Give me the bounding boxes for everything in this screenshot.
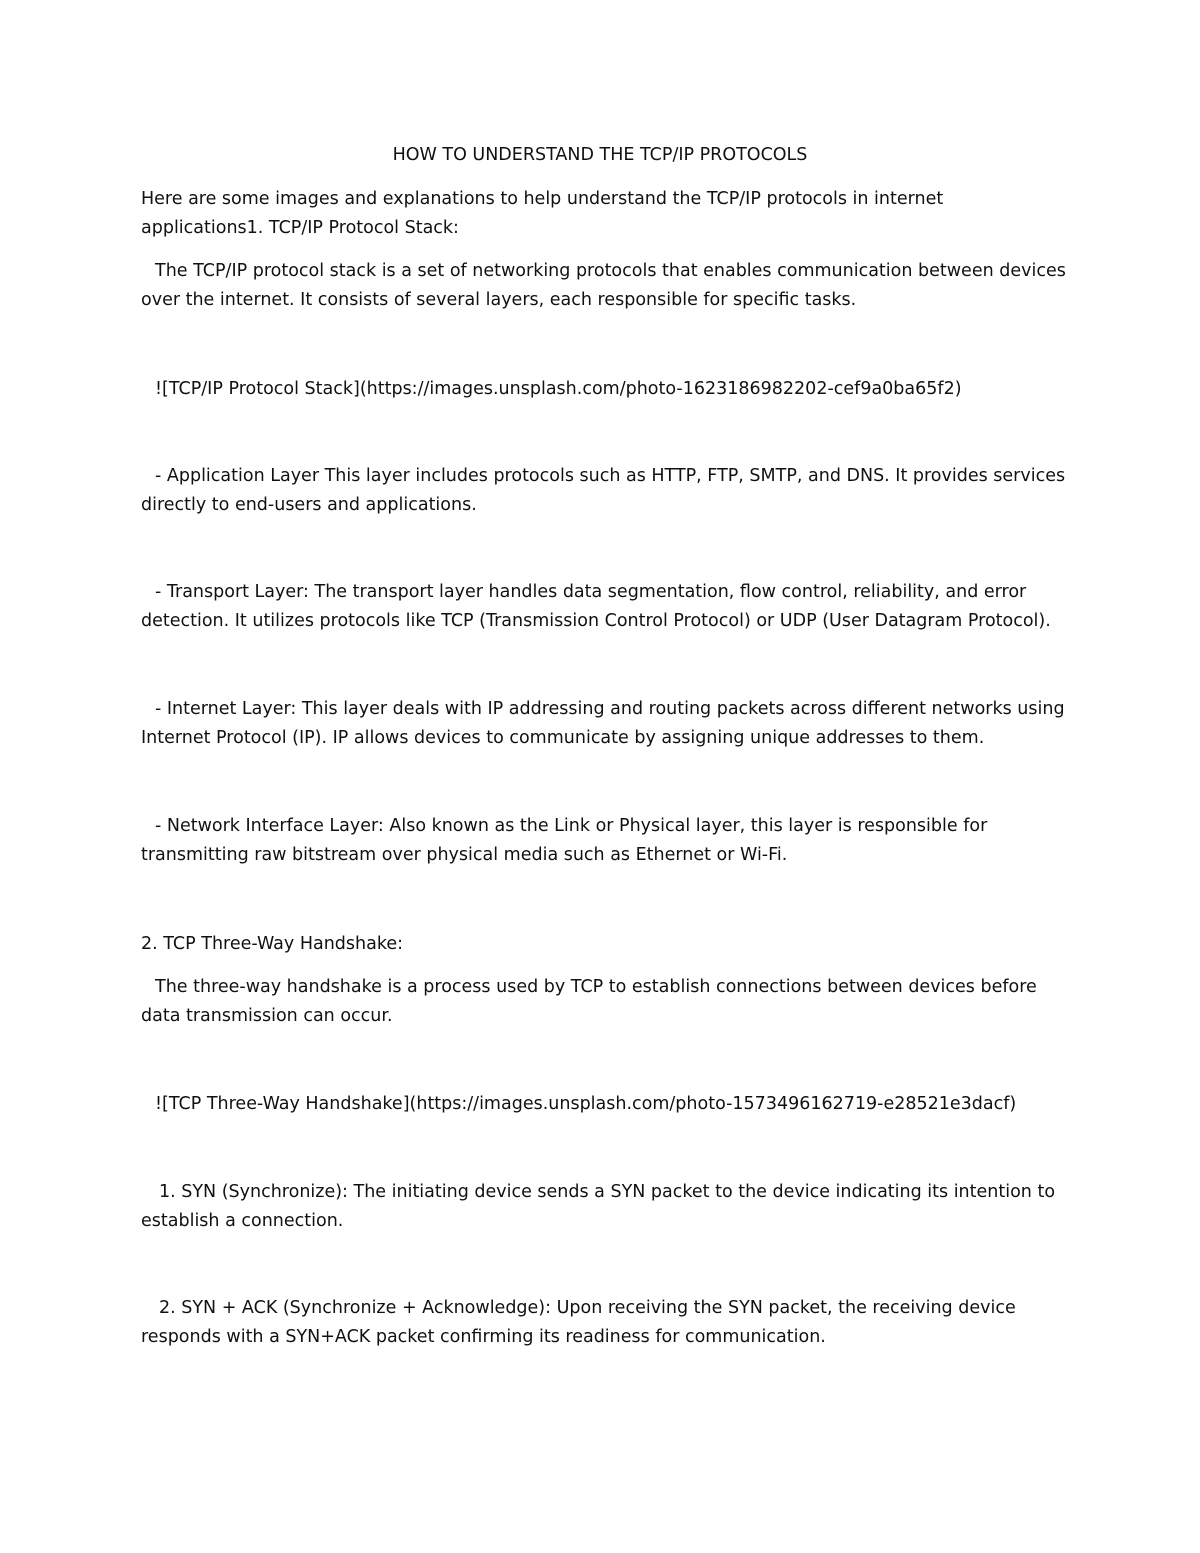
intro-paragraph: Here are some images and explanations to help understand the TCP/IP protocols in internet applications1. TCP/IP Protocol Stack: [141, 189, 944, 238]
network-interface-layer-paragraph: - Network Interface Layer: Also known as the Link or Physical layer, this layer is responsible for transmitting raw bitstream over physical media such as Ethernet or Wi-Fi. [141, 816, 988, 865]
application-layer-paragraph: - Application Layer This layer includes protocols such as HTTP, FTP, SMTP, and DNS. It provides services directly to end-users and applications. [141, 466, 1066, 515]
handshake-description-paragraph: The three-way handshake is a process used by TCP to establish connections between devices before data transmission can occur. [141, 977, 1037, 1026]
internet-layer-paragraph: - Internet Layer: This layer deals with IP addressing and routing packets across different networks using Internet Protocol (IP). IP allows devices to communicate by assigning unique addresses to them. [141, 699, 1065, 748]
stack-description-paragraph: The TCP/IP protocol stack is a set of networking protocols that enables communication between devices over the internet. It consists of several layers, each responsible for specific tasks. [141, 261, 1066, 310]
transport-layer-paragraph: - Transport Layer: The transport layer handles data segmentation, flow control, reliability, and error detection. It utilizes protocols like TCP (Transmission Control Protocol) or UDP (User Datagram Protocol). [141, 582, 1051, 631]
stack-image-reference: ![TCP/IP Protocol Stack](https://images.unsplash.com/photo-1623186982202-cef9a0ba65f2) [155, 379, 962, 399]
document-title: HOW TO UNDERSTAND THE TCP/IP PROTOCOLS [392, 145, 808, 165]
handshake-image-reference: ![TCP Three-Way Handshake](https://images.unsplash.com/photo-1573496162719-e28521e3dacf) [155, 1094, 1017, 1114]
syn-ack-step-paragraph: 2. SYN + ACK (Synchronize + Acknowledge): Upon receiving the SYN packet, the receiving device responds with a SYN+ACK packet confirming its readiness for communication. [141, 1298, 1016, 1347]
syn-step-paragraph: 1. SYN (Synchronize): The initiating device sends a SYN packet to the device indicating its intention to establish a connection. [141, 1182, 1056, 1231]
handshake-heading: 2. TCP Three-Way Handshake: [141, 934, 404, 954]
